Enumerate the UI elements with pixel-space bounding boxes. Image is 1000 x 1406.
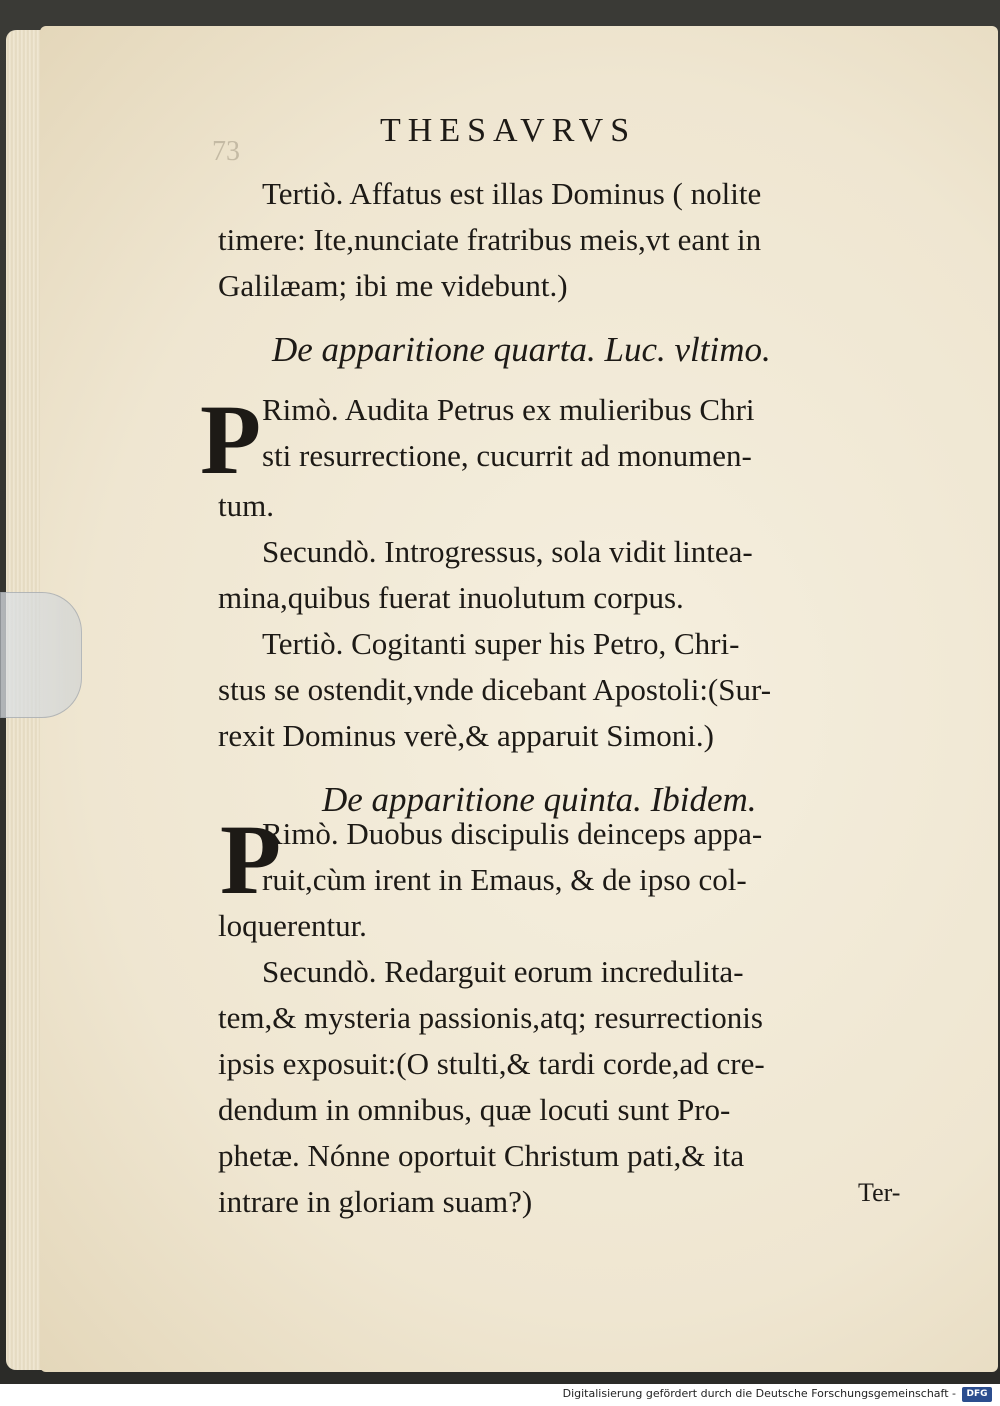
footer-bar [0,1384,1000,1406]
text-line: stus se ostendit,vnde dicebant Apostoli:(Sur- [218,672,772,707]
running-head: THESAVRVS [380,112,637,149]
text-line: sti resurrectione, cucurrit ad monumen- [262,438,752,473]
page-number: 73 [212,136,240,167]
dfg-logo: DFG [962,1387,992,1402]
text-line: timere: Ite,nunciate fratribus meis,vt eant in [218,222,762,257]
section-heading: De apparitione quarta. Luc. vltimo. [272,330,771,369]
drop-cap: P [200,384,262,495]
text-line: dendum in omnibus, quæ locuti sunt Pro- [218,1092,731,1127]
text-line: Secundò. Redarguit eorum incredulita- [262,954,744,989]
drop-cap: P [220,804,282,915]
text-line: loquerentur. [218,908,367,943]
catchword: Ter- [858,1178,901,1207]
text-line: Tertiò. Affatus est illas Dominus ( nolite [262,176,762,211]
text-line: ipsis exposuit:(O stulti,& tardi corde,ad cre- [218,1046,765,1081]
digitization-credit: Digitalisierung gefördert durch die Deutsche Forschungsgemeinschaft - [562,1387,956,1400]
text-line: Galilæam; ibi me videbunt.) [218,268,568,303]
text-line: mina,quibus fuerat inuolutum corpus. [218,580,684,615]
text-line: Secundò. Introgressus, sola vidit lintea- [262,534,753,569]
section-heading: De apparitione quinta. Ibidem. [322,780,757,819]
text-line: Rimò. Duobus discipulis deinceps appa- [262,816,763,851]
text-line: tum. [218,488,274,523]
text-line: Tertiò. Cogitanti super his Petro, Chri- [262,626,740,661]
text-line: ruit,cùm irent in Emaus, & de ipso col- [262,862,747,897]
text-line: intrare in gloriam suam?) [218,1184,533,1219]
page-clip [0,592,82,718]
text-line: rexit Dominus verè,& apparuit Simoni.) [218,718,714,753]
text-line: tem,& mysteria passionis,atq; resurrectionis [218,1000,763,1035]
text-line: Rimò. Audita Petrus ex mulieribus Chri [262,392,755,427]
text-line: phetæ. Nónne oportuit Christum pati,& ita [218,1138,745,1173]
